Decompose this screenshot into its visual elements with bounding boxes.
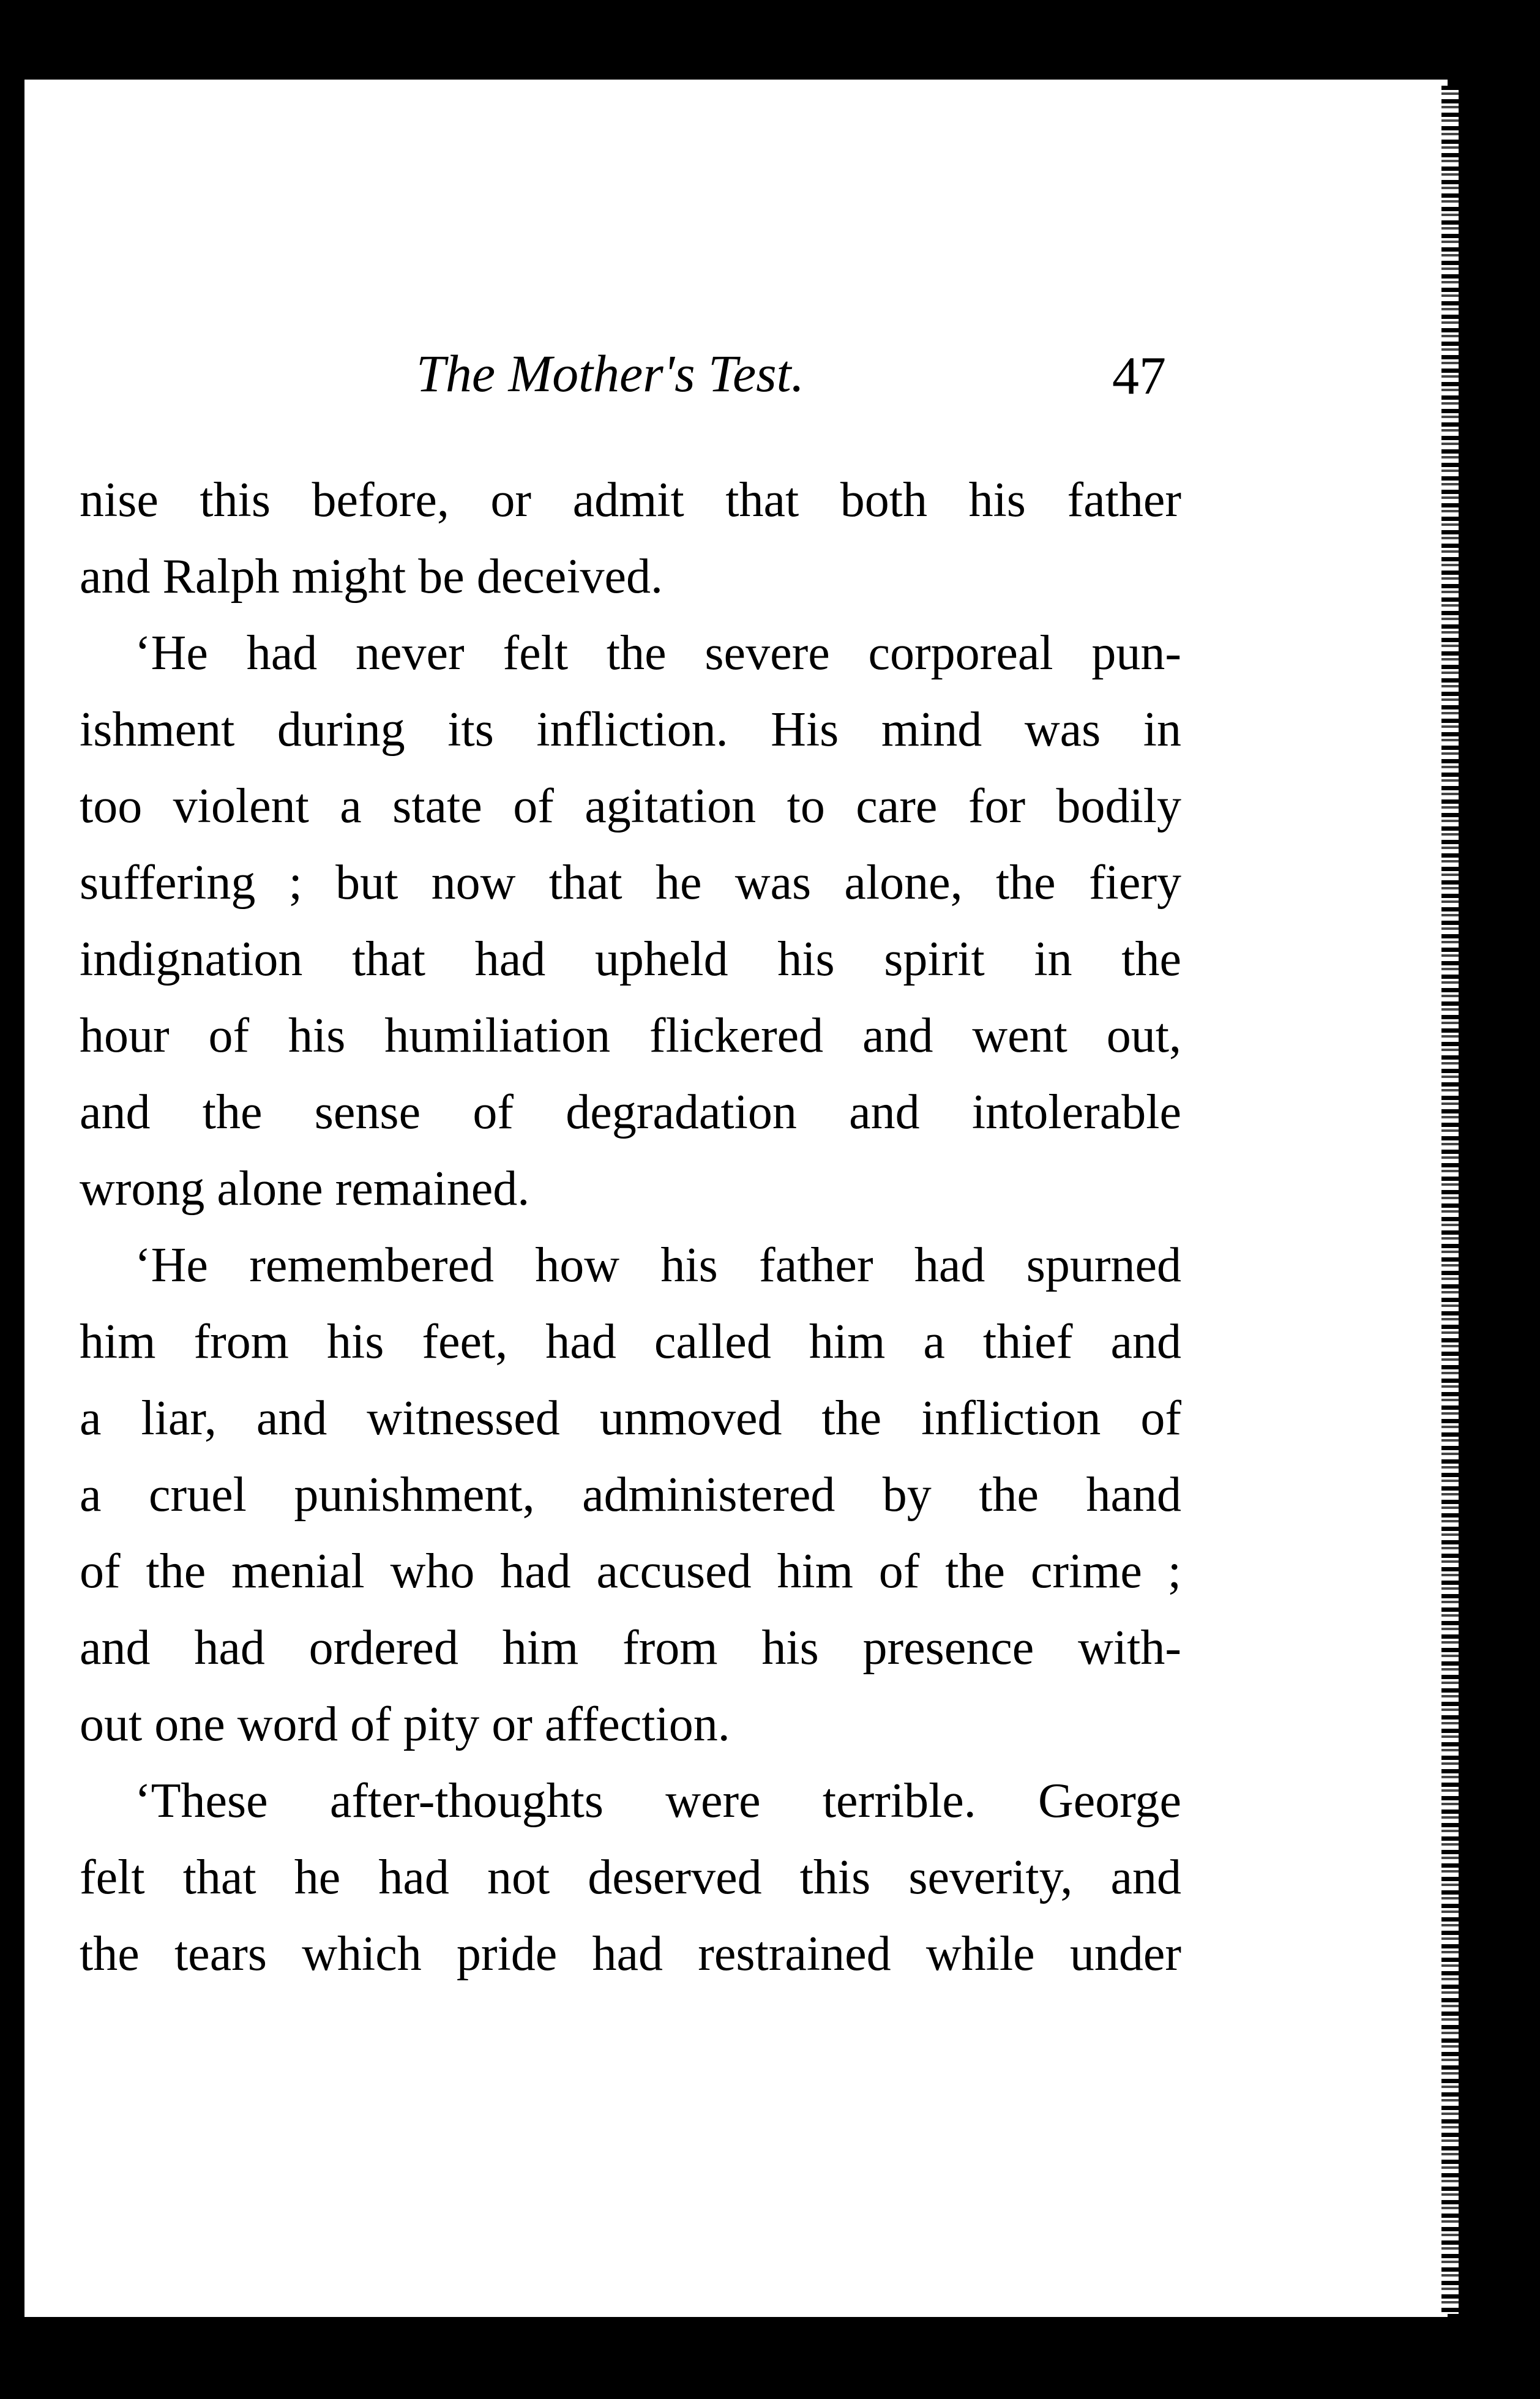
page-number: 47 [1112, 346, 1166, 406]
text-line: ishment during its infliction. His mind was in [80, 703, 1181, 757]
body-text [80, 462, 1181, 1993]
text-line: a liar, and witnessed unmoved the infliction of [80, 1391, 1181, 1445]
page-edge [1441, 86, 1459, 2314]
text-line: and had ordered him from his presence with- [80, 1621, 1181, 1675]
text-line: ‘He had never felt the severe corporeal pun- [135, 626, 1181, 680]
text-line: him from his feet, had called him a thief and [80, 1315, 1181, 1369]
text-line: of the menial who had accused him of the crime ; [80, 1544, 1181, 1598]
text-line: ‘These after-thoughts were terrible. George [135, 1774, 1181, 1828]
text-line: indignation that had upheld his spirit in the [80, 932, 1181, 986]
paragraph [80, 462, 1181, 615]
text-line: out one word of pity or affection. [80, 1697, 730, 1751]
text-line: the tears which pride had restrained while under [80, 1927, 1181, 1981]
text-line: felt that he had not deserved this severity, and [80, 1851, 1181, 1904]
text-line: wrong alone remained. [80, 1162, 530, 1216]
text-line: ‘He remembered how his father had spurned [135, 1238, 1181, 1292]
text-line: and the sense of degradation and intolerable [80, 1085, 1181, 1139]
text-line: hour of his humiliation flickered and went out, [80, 1009, 1181, 1063]
page-header [0, 343, 1540, 404]
text-line: a cruel punishment, administered by the hand [80, 1468, 1181, 1522]
text-line: nise this before, or admit that both his father [80, 473, 1181, 527]
text-line: too violent a state of agitation to care for bodily [80, 779, 1181, 833]
text-line: suffering ; but now that he was alone, the fiery [80, 856, 1181, 910]
text-line: and Ralph might be deceived. [80, 550, 663, 604]
paragraph [80, 1763, 1181, 1993]
running-title: The Mother's Test. [416, 344, 804, 403]
paragraph [80, 615, 1181, 1227]
paragraph [80, 1227, 1181, 1763]
